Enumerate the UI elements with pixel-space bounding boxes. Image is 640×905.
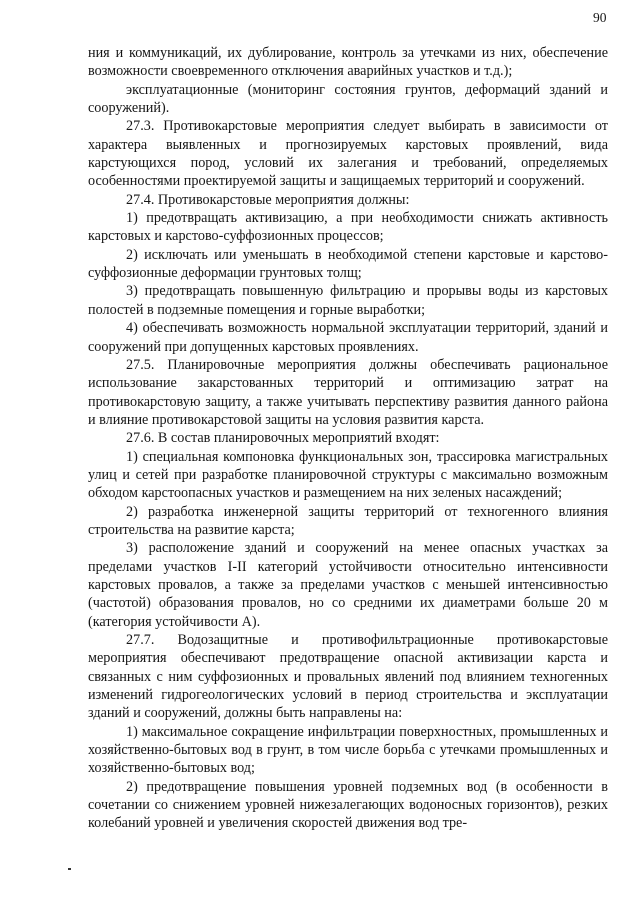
paragraph-27-7: 27.7. Водозащитные и противофильтрационные противокарстовые мероприятия обеспечивают предотвращение опасной активизации карста и связанных с ним суффозионных и провальных явлений под влиянием техногенных изменений гидрогеологических условий в период строительства и эксплуатации зданий и сооружений, должны быть направлены на: [88,632,608,722]
document-body [88,44,608,833]
list-item-27-6-3: 3) расположение зданий и сооружений на менее опасных участках за пределами участков I-II категорий устойчивости относительно интенсивности карстовых провалов, а также за пределами участков с меньшей интенсивностью (частотой) образования провалов, но со средними их диаметрами больше 20 м (категория устойчивости А). [88,540,608,630]
list-item-27-4-3: 3) предотвращать повышенную фильтрацию и прорывы воды из карстовых полостей в подземные помещения и горные выработки; [88,283,608,318]
scan-artifact-mark [68,868,71,870]
paragraph-27-5: 27.5. Планировочные мероприятия должны обеспечивать рациональное использование закарстованных территорий и оптимизацию затрат на противокарстовую защиту, а также учитывать перспективу развития данного района и влияние противокарстовой защиты на условия развития карста. [88,356,608,428]
paragraph-27-4: 27.4. Противокарстовые мероприятия должны: [126,191,410,208]
list-item-27-6-2: 2) разработка инженерной защиты территорий от техногенного влияния строительства на развитие карста; [88,503,608,538]
list-item-27-7-2: 2) предотвращение повышения уровней подземных вод (в особенности в сочетании со снижением уровней нижезалегающих водоносных горизонтов), резких колебаний уровней и увеличения скоростей движения вод тре- [88,778,608,832]
list-item-27-6-1: 1) специальная компоновка функциональных зон, трассировка магистральных улиц и сетей при разработке планировочной структуры с максимально возможным обходом карстоопасных участков и размещением на них зеленых насаждений; [88,448,608,502]
paragraph-operational-measures: эксплуатационные (мониторинг состояния грунтов, деформаций зданий и сооружений). [88,81,608,117]
paragraph-27-6: 27.6. В состав планировочных мероприятий входят: [126,430,440,447]
list-item-27-4-4: 4) обеспечивать возможность нормальной эксплуатации территорий, зданий и сооружений при допущенных карстовых проявлениях. [88,320,608,355]
paragraph-continuation: ния и коммуникаций, их дублирование, контроль за утечками из них, обеспечение возможности своевременного отключения аварийных участков и т.д.); [88,45,608,80]
page-number: 90 [593,10,607,25]
list-item-27-4-2: 2) исключать или уменьшать в необходимой степени карстовые и карстово-суффозионные деформации грунтовых толщ; [88,246,608,282]
list-item-27-4-1: 1) предотвращать активизацию, а при необходимости снижать активность карстовых и карстово-суффозионных процессов; [88,210,608,245]
list-item-27-7-1: 1) максимальное сокращение инфильтрации поверхностных, промышленных и хозяйственно-бытовых вод в грунт, в том числе борьба с утечками промышленных и хозяйственно-бытовых вод; [88,723,608,777]
paragraph-27-3: 27.3. Противокарстовые мероприятия следует выбирать в зависимости от характера выявленных и прогнозируемых карстовых проявлений, вида карстующихся пород, условий их залегания и требований, определяемых особенностями проектируемой защиты и защищаемых территорий и сооружений. [88,118,608,190]
